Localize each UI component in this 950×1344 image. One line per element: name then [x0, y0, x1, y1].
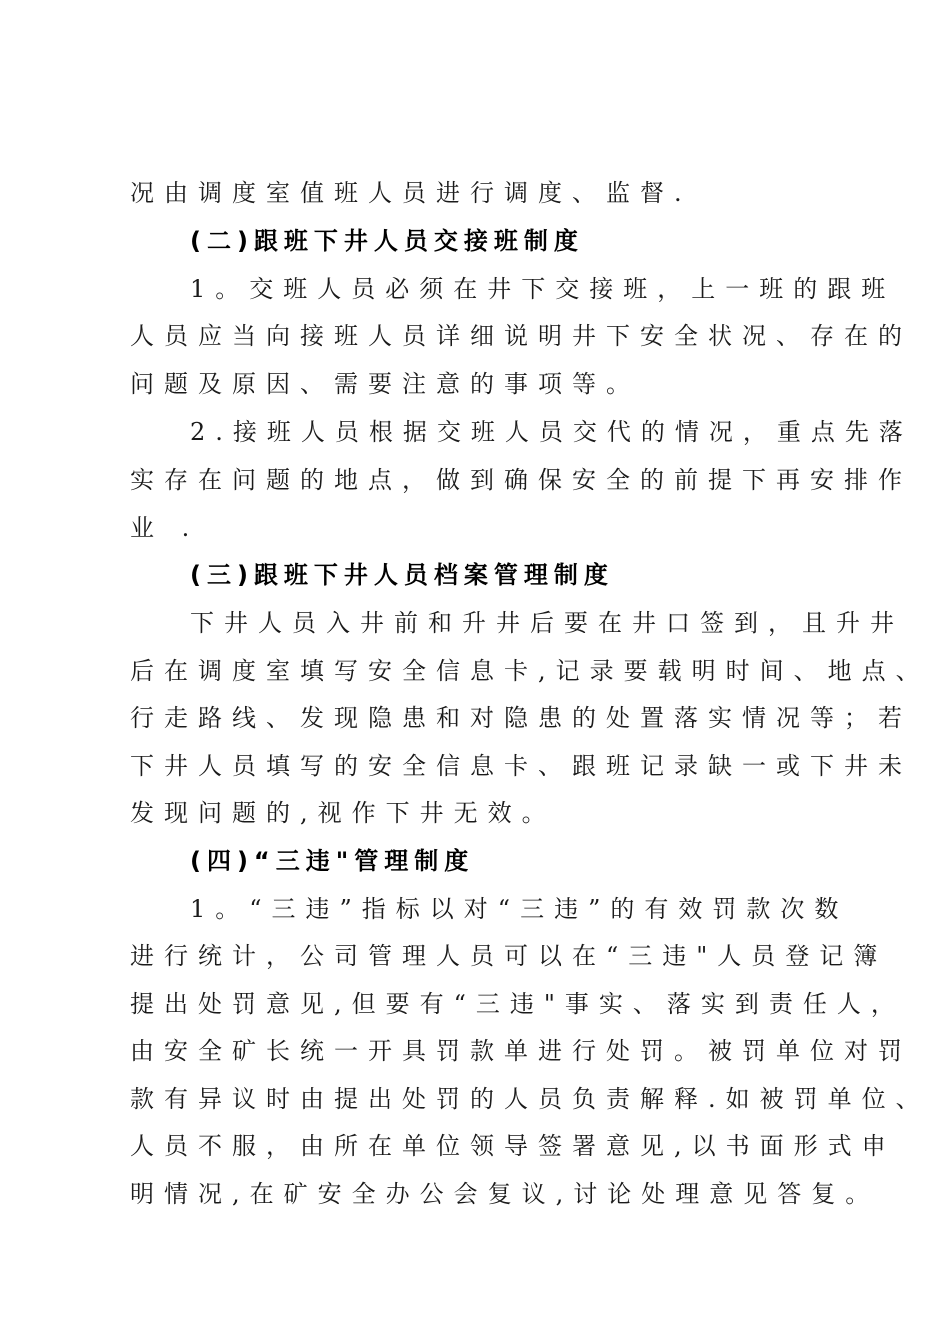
paragraph-line: 由安全矿长统一开具罚款单进行处罚。被罚单位对罚: [130, 1037, 912, 1065]
paragraph-line: 1。“三违”指标以对“三违”的有效罚款次数: [190, 895, 849, 923]
section-heading-4: (四)“三违"管理制度: [190, 847, 475, 875]
paragraph-line: 2.接班人员根据交班人员交代的情况，重点先落: [190, 418, 913, 446]
paragraph-line: 款有异议时由提出处罚的人员负责解释.如被罚单位、: [130, 1085, 930, 1113]
paragraph-line: 下井人员填写的安全信息卡、跟班记录缺一或下井未: [130, 752, 912, 780]
paragraph-line: 下井人员入井前和升井后要在井口签到，且升井: [190, 609, 904, 637]
paragraph-line: 实存在问题的地点，做到确保安全的前提下再安排作: [130, 466, 912, 494]
paragraph-line: 提出处罚意见,但要有“三违"事实、落实到责任人，: [130, 990, 905, 1018]
paragraph-line: 后在调度室填写安全信息卡,记录要载明时间、地点、: [130, 657, 930, 685]
paragraph-line: 业 .: [130, 514, 200, 542]
paragraph-line: 问题及原因、需要注意的事项等。: [130, 370, 640, 398]
section-heading-3: (三)跟班下井人员档案管理制度: [190, 561, 614, 589]
section-heading-2: (二)跟班下井人员交接班制度: [190, 227, 584, 255]
paragraph-line: 行走路线、发现隐患和对隐患的处置落实情况等；若: [130, 704, 912, 732]
paragraph-line: 1。交班人员必须在井下交接班，上一班的跟班: [190, 275, 896, 303]
paragraph-line: 人员不服，由所在单位领导签署意见,以书面形式申: [130, 1132, 896, 1160]
paragraph-line: 人员应当向接班人员详细说明井下安全状况、存在的: [130, 322, 912, 350]
paragraph-line: 明情况,在矿安全办公会复议,讨论处理意见答复。: [130, 1180, 880, 1208]
paragraph-line: 进行统计，公司管理人员可以在“三违"人员登记簿: [130, 942, 888, 970]
paragraph-line: 发现问题的,视作下井无效。: [130, 799, 556, 827]
paragraph-line: 况由调度室值班人员进行调度、监督.: [130, 179, 692, 207]
